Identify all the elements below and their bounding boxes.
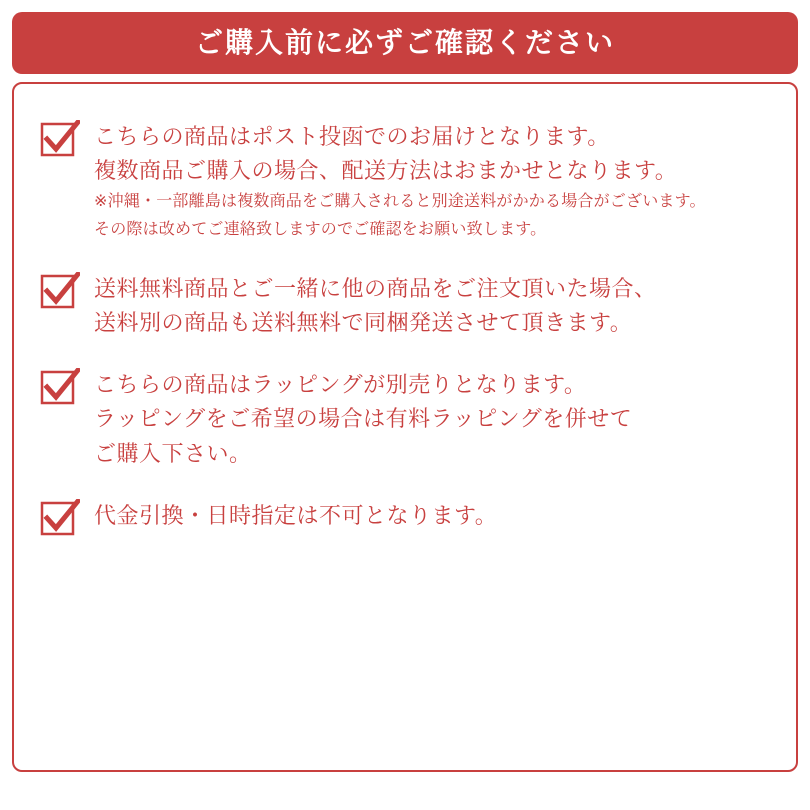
list-item xyxy=(40,118,770,244)
notice-line: ラッピングをご希望の場合は有料ラッピングを併せて xyxy=(94,406,633,432)
checkmark-icon xyxy=(40,272,80,312)
notice-line: こちらの商品はポスト投函でのお届けとなります。 xyxy=(94,124,610,149)
list-item-text xyxy=(94,270,770,340)
list-item xyxy=(40,270,770,340)
notice-banner xyxy=(12,12,798,74)
notice-line: 送料別の商品も送料無料で同梱発送させて頂きます。 xyxy=(94,310,633,336)
notice-line: 複数商品ご購入の場合、配送方法はおまかせとなります。 xyxy=(94,158,678,184)
list-item-text xyxy=(94,497,770,533)
list-item-text xyxy=(94,366,770,470)
checkmark-icon xyxy=(40,368,80,408)
list-item-text xyxy=(94,118,770,244)
notice-line-note: その際は改めてご連絡致しますのでご確認をお願い致します。 xyxy=(94,221,547,239)
checkmark-icon xyxy=(40,120,80,160)
page-title: ご購入前に必ずご確認ください xyxy=(194,27,615,58)
list-item xyxy=(40,366,770,470)
notice-line-note: ※沖縄・一部離島は複数商品をご購入されると別途送料がかかる場合がございます。 xyxy=(94,193,706,211)
list-item xyxy=(40,497,770,539)
notice-line: ご購入下さい。 xyxy=(94,440,252,466)
notice-card xyxy=(12,82,798,772)
checkmark-icon xyxy=(40,499,80,539)
notice-line: こちらの商品はラッピングが別売りとなります。 xyxy=(94,372,587,398)
notice-line: 代金引換・日時指定は不可となります。 xyxy=(94,502,498,528)
notice-line: 送料無料商品とご一緒に他の商品をご注文頂いた場合、 xyxy=(94,276,657,302)
